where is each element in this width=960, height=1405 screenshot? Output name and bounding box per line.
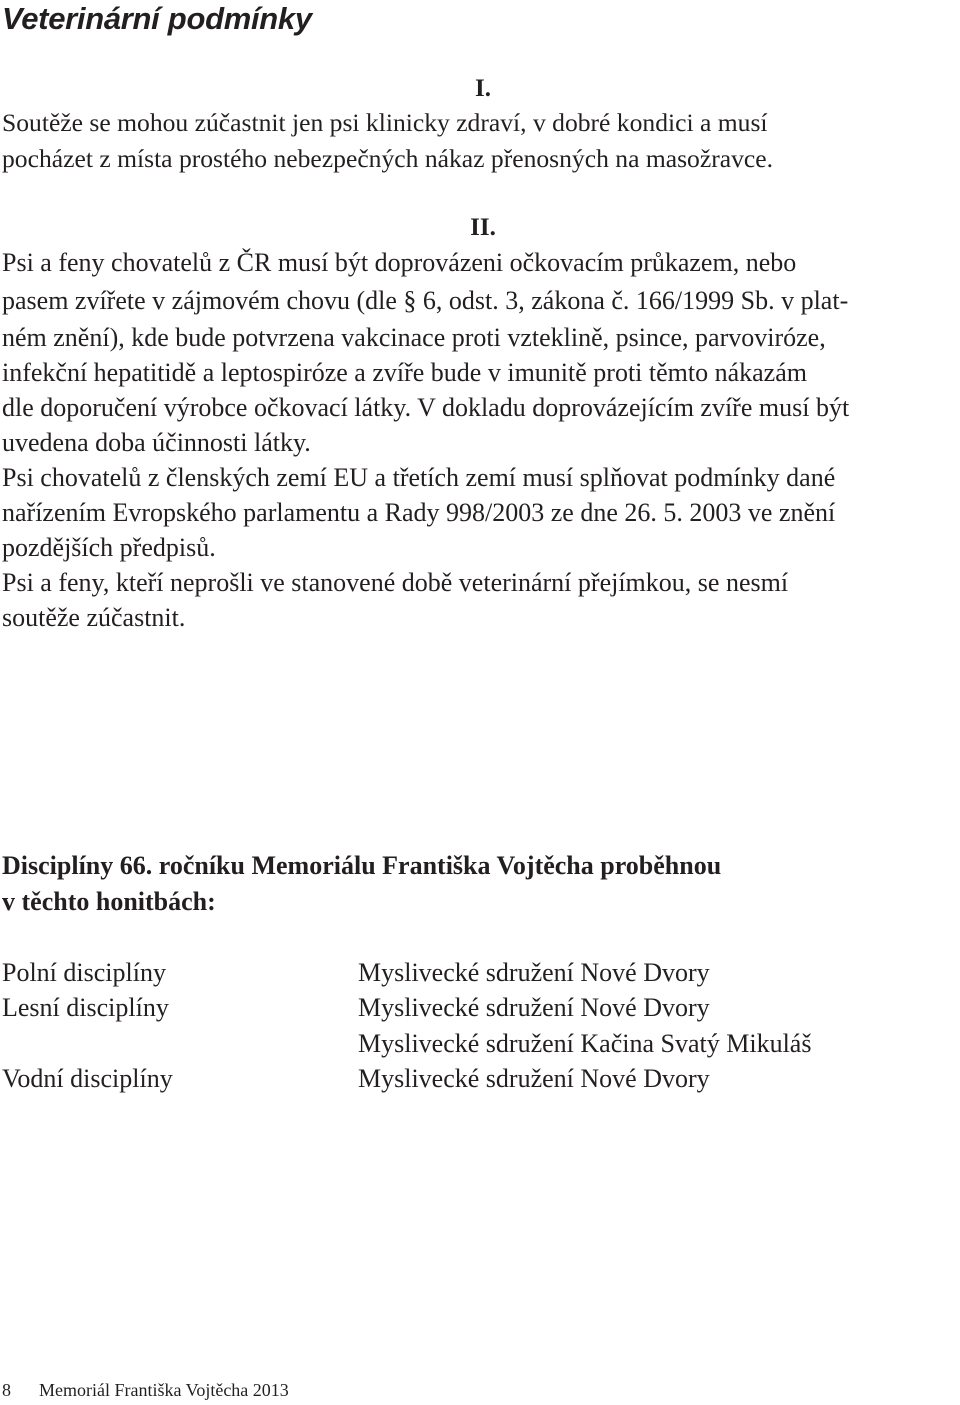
- section-2-line-1: Psi a feny chovatelů z ČR musí být doprovázeni očkovacím průkazem, nebo: [2, 248, 797, 277]
- page-number: 8: [2, 1380, 11, 1400]
- section-1-line-2: pocházet z místa prostého nebezpečných nákaz přenosných na masožravce.: [2, 144, 774, 173]
- section-2-numeral: II.: [470, 214, 496, 241]
- section-2-line-8: nařízením Evropského parlamentu a Rady 998/2003 ze dne 26. 5. 2003 ve znění: [2, 498, 836, 527]
- section-1-numeral: I.: [475, 75, 491, 102]
- section-2-line-7: Psi chovatelů z členských zemí EU a třetích zemí musí splňovat podmínky dané: [2, 463, 836, 492]
- section-2-line-6: uvedena doba účinnosti látky.: [2, 428, 311, 457]
- section-2-line-5: dle doporučení výrobce očkovací látky. V dokladu doprovázejícím zvíře musí být: [2, 393, 850, 422]
- discipline-name: Polní disciplíny: [2, 958, 166, 987]
- discipline-place: Myslivecké sdružení Nové Dvory: [358, 1064, 710, 1093]
- section-2-line-4: infekční hepatitidě a leptospiróze a zvíře bude v imunitě proti těmto nákazám: [2, 358, 807, 387]
- discipline-name: Vodní disciplíny: [2, 1064, 173, 1093]
- section-2-line-2: pasem zvířete v zájmovém chovu (dle § 6, odst. 3, zákona č. 166/1999 Sb. v plat-: [2, 286, 849, 315]
- footer-text: Memoriál Františka Vojtěcha 2013: [39, 1380, 289, 1400]
- section-1-line-1: Soutěže se mohou zúčastnit jen psi klinicky zdraví, v dobré kondici a musí: [2, 108, 768, 137]
- disciplines-heading-line-2: v těchto honitbách:: [2, 887, 216, 916]
- discipline-place: Myslivecké sdružení Nové Dvory: [358, 993, 710, 1022]
- page-footer: [2, 1378, 289, 1402]
- section-2-line-3: ném znění), kde bude potvrzena vakcinace proti vzteklině, psince, parvoviróze,: [2, 323, 826, 352]
- discipline-name: Lesní disciplíny: [2, 993, 169, 1022]
- section-2-line-11: soutěže zúčastnit.: [2, 603, 186, 632]
- disciplines-heading-line-1: Disciplíny 66. ročníku Memoriálu Františka Vojtěcha proběhnou: [2, 851, 722, 880]
- section-2-line-9: pozdějších předpisů.: [2, 533, 216, 562]
- page-title: Veterinární podmínky: [2, 1, 312, 36]
- discipline-place: Myslivecké sdružení Nové Dvory: [358, 958, 710, 987]
- section-2-line-10: Psi a feny, kteří neprošli ve stanovené době veterinární přejímkou, se nesmí: [2, 568, 789, 597]
- discipline-place: Myslivecké sdružení Kačina Svatý Mikuláš: [358, 1029, 812, 1058]
